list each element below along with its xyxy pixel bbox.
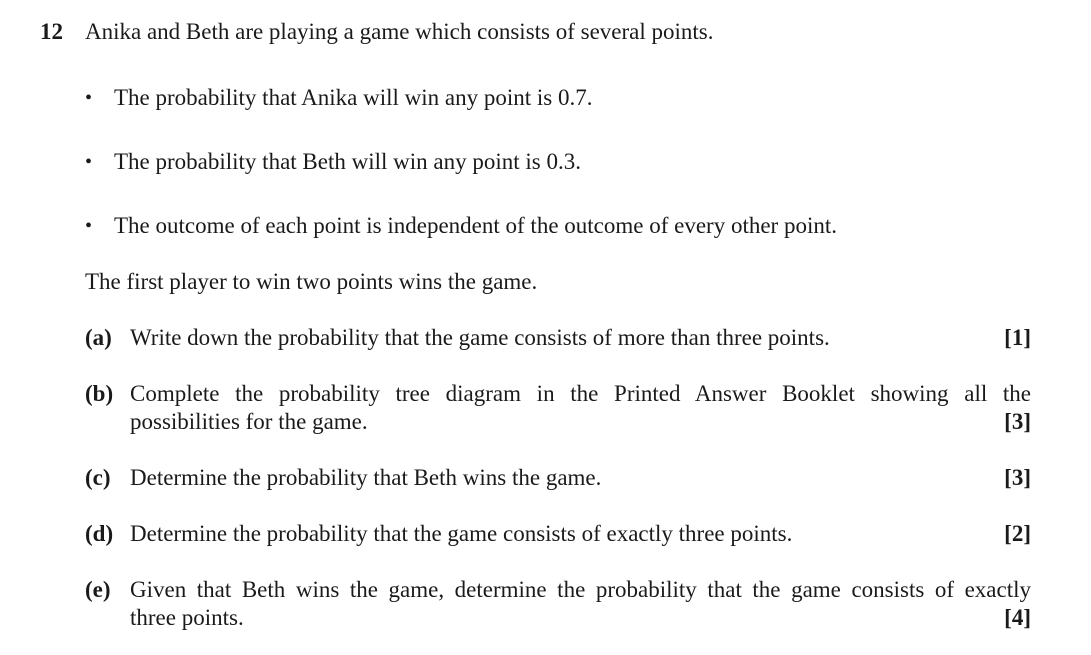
part-text-line: Complete the probability tree diagram in the Printed Answer Booklet showing all the: [130, 381, 1031, 406]
part-c: [85, 464, 1031, 492]
part-text: [130, 380, 1031, 436]
part-marks: [2]: [1004, 521, 1031, 546]
part-text: Determine the probability that Beth wins the game.: [130, 465, 602, 490]
part-e: [85, 576, 1031, 632]
part-text-line: three points.: [130, 605, 244, 630]
bullet-icon: •: [85, 215, 93, 237]
bullet-icon: •: [85, 87, 93, 109]
question-intro: Anika and Beth are playing a game which consists of several points.: [85, 19, 714, 44]
part-label: (d): [85, 521, 114, 546]
part-text: Determine the probability that the game consists of exactly three points.: [130, 521, 793, 546]
question-number: 12: [40, 19, 63, 44]
part-text: [130, 576, 1031, 632]
part-text-line: Given that Beth wins the game, determine the probability that the game consists of exactly: [130, 577, 1031, 602]
bullet-text: The probability that Beth will win any point is 0.3.: [114, 149, 581, 174]
bullet-icon: •: [85, 151, 93, 173]
bullet-text: The probability that Anika will win any point is 0.7.: [114, 85, 593, 110]
part-marks: [3]: [1004, 409, 1031, 434]
part-b: [85, 380, 1031, 436]
part-marks: [3]: [1004, 465, 1031, 490]
part-label: (a): [85, 325, 112, 350]
part-label: (b): [85, 381, 114, 406]
part-text-line: possibilities for the game.: [130, 409, 368, 434]
part-label: (c): [85, 465, 111, 490]
part-d: [85, 520, 1031, 548]
game-rule: The first player to win two points wins the game.: [85, 269, 538, 294]
part-marks: [1]: [1004, 325, 1031, 350]
part-label: (e): [85, 577, 111, 602]
part-marks: [4]: [1004, 605, 1031, 630]
part-text: Write down the probability that the game consists of more than three points.: [130, 325, 830, 350]
bullet-text: The outcome of each point is independent of the outcome of every other point.: [114, 213, 837, 238]
part-a: [85, 324, 1031, 352]
